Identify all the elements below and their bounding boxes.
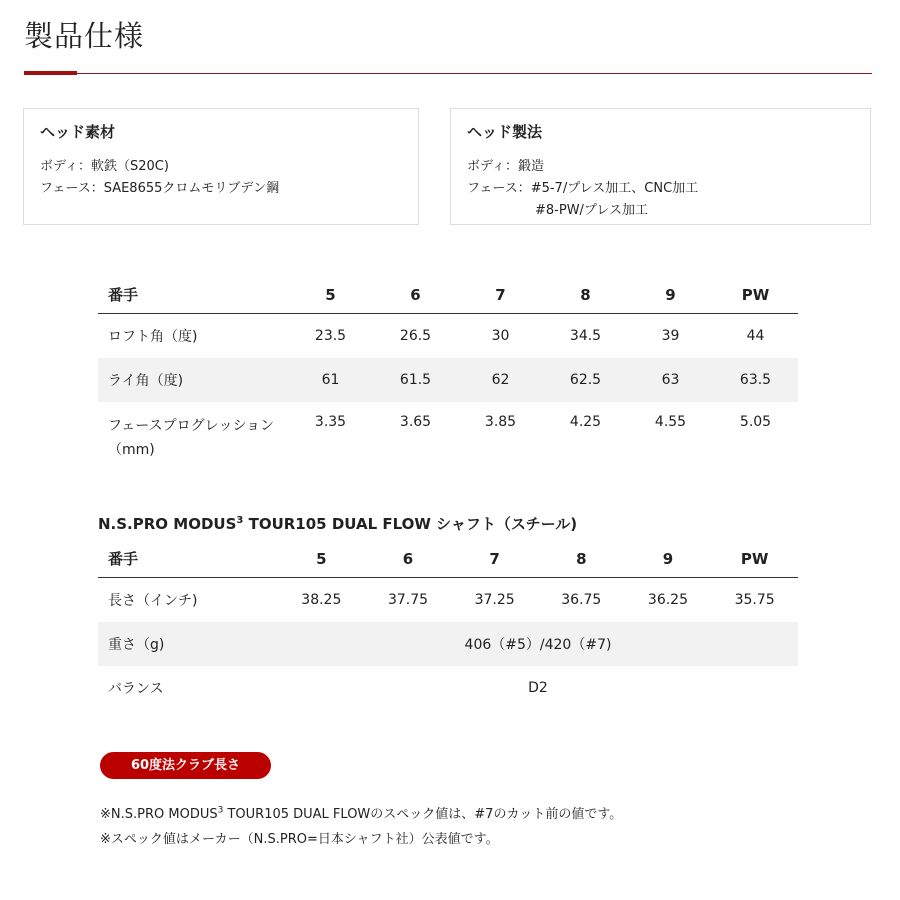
cell: 5.05	[739, 414, 772, 430]
cell: 39	[661, 328, 680, 344]
footnote: ※スペック値はメーカー（N.S.PRO=日本シャフト社）公表値です。	[100, 832, 499, 847]
card-heading: ヘッド製法	[467, 123, 543, 141]
row-label: バランス	[108, 681, 164, 697]
table-row	[98, 358, 798, 402]
header-cell: 8	[538, 540, 625, 578]
table-row	[98, 622, 798, 666]
card-line: #8-PW/プレス加工	[535, 203, 649, 218]
cell: 30	[491, 328, 510, 344]
header-cell: 7	[458, 276, 543, 314]
cell: 3.85	[484, 414, 517, 430]
header-cell: 9	[625, 540, 712, 578]
title-divider	[24, 73, 872, 74]
head-material-card	[23, 108, 419, 225]
cell: D2	[528, 680, 548, 696]
shaft-title	[98, 513, 577, 534]
head-spec-table	[98, 276, 798, 478]
cell: 4.55	[654, 414, 687, 430]
cell: 62	[458, 358, 543, 402]
cell: 3.65	[399, 414, 432, 430]
cell: 26.5	[399, 328, 432, 344]
row-label: ロフト角（度)	[108, 329, 198, 345]
row-label: ライ角（度)	[98, 358, 288, 402]
header-cell: 6	[365, 540, 452, 578]
row-label: 長さ（インチ)	[108, 593, 198, 609]
header-cell: 6	[373, 276, 458, 314]
table-header-row	[98, 540, 798, 578]
cell: 4.25	[569, 414, 602, 430]
table-header-row	[98, 276, 798, 314]
club-length-badge: 60度法クラブ長さ	[100, 752, 271, 779]
cell: 3.35	[314, 414, 347, 430]
header-cell: 番手	[98, 540, 278, 578]
cell: 63.5	[713, 358, 798, 402]
footnote	[100, 803, 622, 822]
header-cell: PW	[713, 276, 798, 314]
card-line: フェース：#5-7/プレス加工、CNC加工	[467, 181, 699, 196]
header-cell: 8	[543, 276, 628, 314]
cell: 63	[628, 358, 713, 402]
cell: 44	[746, 328, 765, 344]
cell: 23.5	[314, 328, 347, 344]
cell: 38.25	[301, 592, 342, 608]
table-row	[98, 578, 798, 623]
cell: 406（#5）/420（#7)	[278, 622, 798, 666]
table-row	[98, 402, 798, 478]
footnote-text: TOUR105 DUAL FLOWのスペック値は、#7のカット前の値です。	[223, 807, 623, 822]
header-cell: 番手	[98, 276, 288, 314]
card-heading: ヘッド素材	[40, 123, 116, 141]
cell: 36.25	[647, 592, 688, 608]
shaft-title-text: N.S.PRO MODUS	[98, 515, 237, 533]
header-cell: 5	[278, 540, 365, 578]
cell: 37.25	[474, 592, 515, 608]
header-cell: 9	[628, 276, 713, 314]
shaft-title-text: TOUR105 DUAL FLOW シャフト（スチール)	[243, 515, 578, 533]
header-cell: PW	[711, 540, 798, 578]
shaft-spec-table	[98, 540, 798, 710]
cell: 35.75	[734, 592, 775, 608]
cell: 62.5	[543, 358, 628, 402]
row-label: 重さ（g)	[98, 622, 278, 666]
header-cell: 7	[451, 540, 538, 578]
row-label: フェースプログレッション（mm)	[108, 418, 275, 458]
table-row	[98, 666, 798, 710]
cell: 36.75	[561, 592, 602, 608]
header-cell: 5	[288, 276, 373, 314]
head-method-card	[450, 108, 871, 225]
cell: 34.5	[569, 328, 602, 344]
footnote-sup: 3	[217, 805, 224, 816]
cell: 61	[288, 358, 373, 402]
footnote-text: ※N.S.PRO MODUS	[100, 807, 218, 822]
title-divider-accent	[24, 71, 77, 75]
card-line: ボディ：鍛造	[467, 159, 544, 174]
cell: 37.75	[387, 592, 429, 608]
table-row	[98, 314, 798, 359]
shaft-title-sup: 3	[236, 515, 244, 526]
card-line: フェース：SAE8655クロムモリブデン鋼	[40, 181, 280, 196]
cell: 61.5	[373, 358, 458, 402]
page-title: 製品仕様	[24, 19, 145, 53]
card-line: ボディ：軟鉄（S20C)	[40, 159, 169, 174]
